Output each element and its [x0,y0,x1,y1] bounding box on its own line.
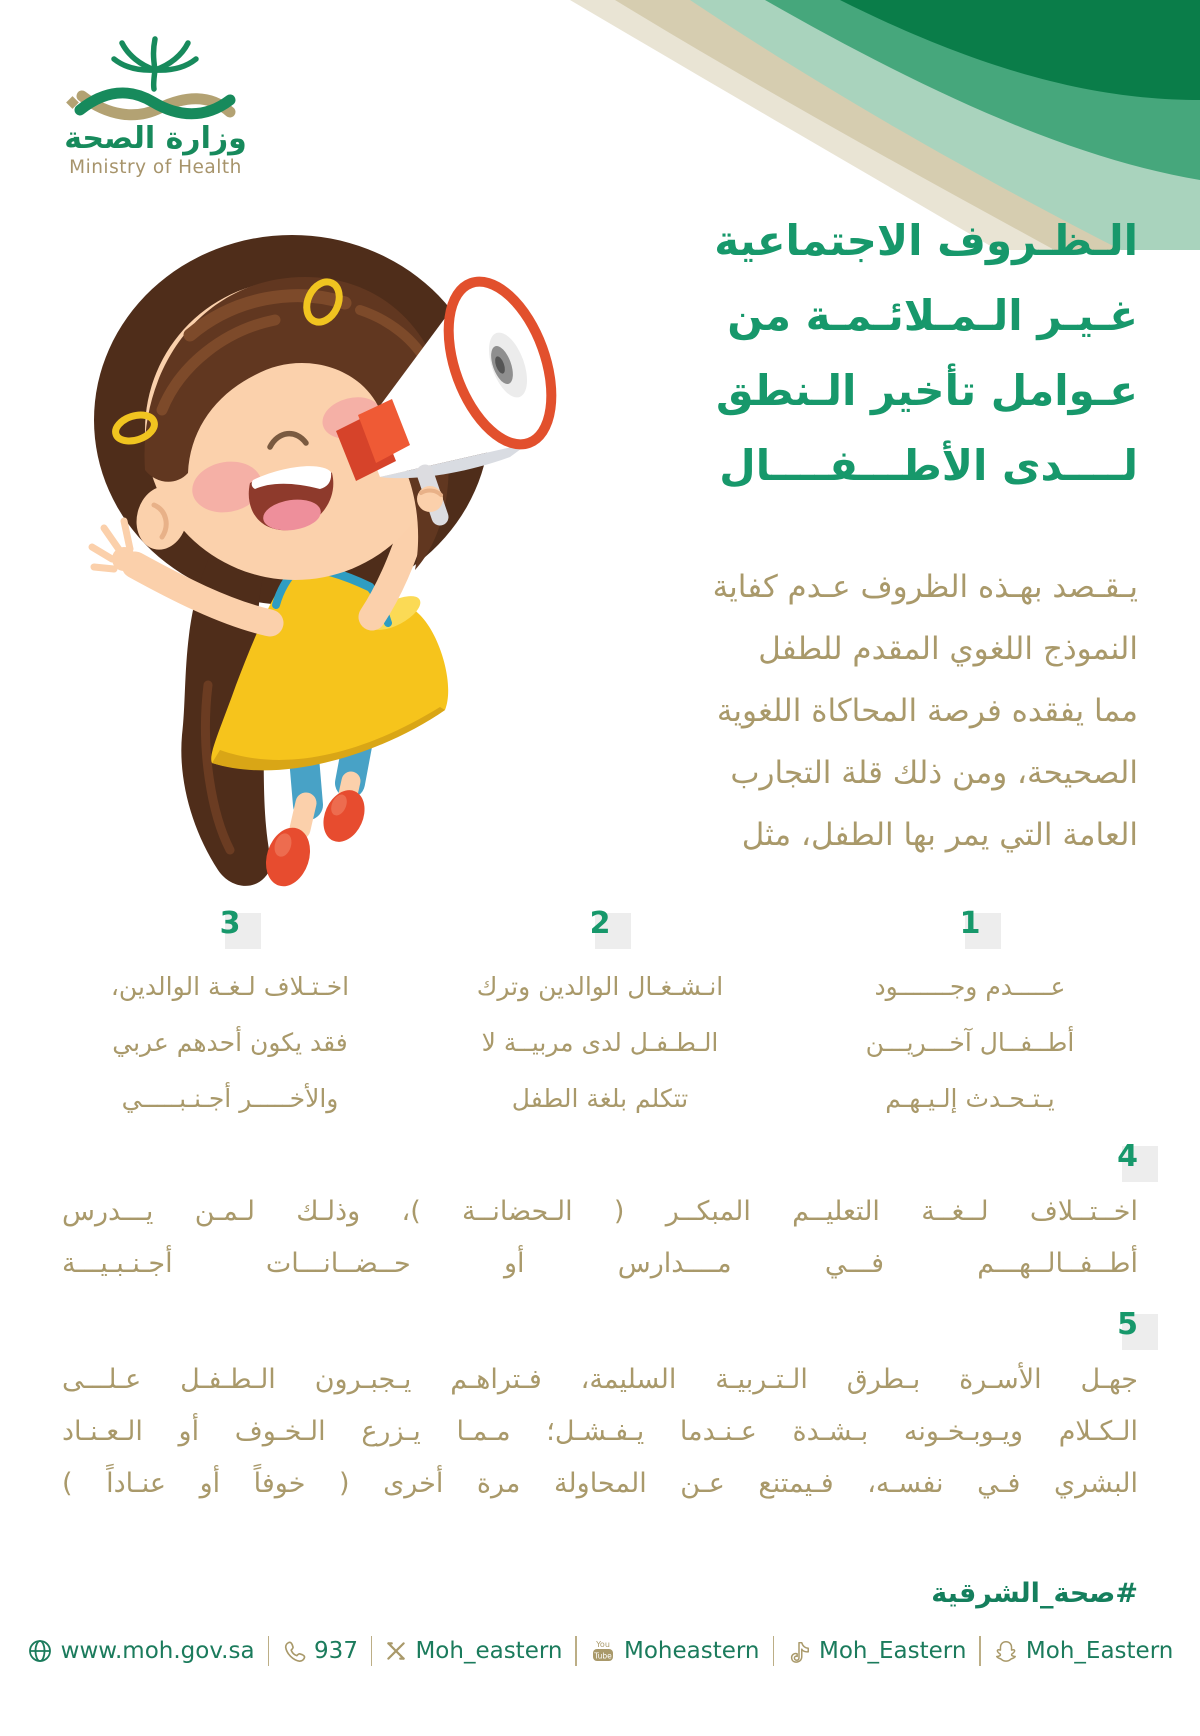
reason-text-line: البشري فـي نفسـه، فـيمتنع عـن المحاولة مرة أخرى ( خوفاً أو عنـاداً ) [62,1468,1138,1499]
title-line: الـظـروف الاجتماعية [714,216,1138,265]
reason-text-line: اخـتـلاف لـغـة الوالدين، [110,972,350,1001]
footer-x-label: Moh_eastern [415,1638,563,1664]
reason-item-5 [62,1306,1138,1510]
reason-text-line: يـتـحـدث إلـيـهـم [885,1084,1055,1113]
footer-phone [282,1638,358,1664]
reasons-columns [62,905,1138,1127]
globe-icon [27,1638,53,1664]
page-title [558,203,1138,503]
reason-text-line: الـطـفـل لدى مربيــة لا [481,1028,719,1057]
intro-paragraph [558,556,1138,866]
footer-x-account [385,1638,562,1664]
reason-column-3 [62,905,398,1127]
reason-column-1 [802,905,1138,1127]
reason-text-line: تتكلم بلغة الطفل [511,1084,689,1113]
footer-divider [979,1636,981,1666]
intro-line: النموذج اللغوي المقدم للطفل [758,631,1138,667]
youtube-icon [590,1638,616,1664]
footer-website [27,1638,255,1664]
reason-column-2 [432,905,768,1127]
intro-line: الصحيحة، ومن ذلك قلة التجارب [730,755,1138,791]
reason-text-line: والأخـــــر أجـنـبـــــي [121,1084,339,1113]
campaign-hashtag: #صحة_الشرقية [931,1578,1138,1609]
footer-snapchat-account [994,1638,1173,1664]
girl-with-megaphone-illustration [40,215,560,915]
tiktok-icon [787,1639,811,1663]
phone-icon [282,1639,306,1663]
reason-text-line: جهـل الأسـرة بـطرق الـتـربيـة السليمة، فـتراهـم يـجبـرون الـطـفـل عـلـــى [62,1364,1138,1395]
footer-divider [575,1636,577,1666]
footer-divider [371,1636,373,1666]
intro-line: العامة التي يمر بها الطفل، مثل [741,817,1138,853]
reason-number: 1 [959,906,981,941]
intro-line: مما يفقده فرصة المحاكاة اللغوية [716,693,1138,729]
title-line: عـوامل تأخير الـنطق [715,366,1138,415]
footer-divider [773,1636,775,1666]
reason-number: 2 [589,906,611,941]
reason-text-line: الـكـلام ويـوبـخـونه بـشـدة عـنـدما يـفـشـل؛ مـمـا يـزرع الـخـوف أو الـعـنـاد [62,1416,1138,1447]
svg-text:You: You [596,1640,610,1649]
ministry-of-health-logo [48,26,263,180]
reason-text-line: انـشـغـال الوالدين وترك [476,972,724,1001]
reason-number: 4 [1117,1139,1138,1174]
footer-youtube-label: Moheastern [623,1638,760,1664]
logo-arabic-name: وزارة الصحة [64,121,247,156]
moh-palm-ribbon-icon [48,26,263,122]
footer-tiktok-account [787,1638,966,1664]
footer-snapchat-label: Moh_Eastern [1025,1638,1174,1664]
reason-text-line: فقد يكون أحدهم عربي [112,1028,348,1057]
snapchat-icon [994,1639,1018,1663]
title-line: لــــدى الأطـــفــــال [719,441,1138,490]
contact-footer [0,1636,1200,1666]
reason-text-line: أطــفــالــهـــم فـــي مــــدارس أو حــضــانـــات أجـنـبـيـــة [62,1248,1138,1279]
reason-text-line: اخــتــلاف لــغــة التعليــم المبكــر ( الـحضانــة )، وذلـك لـمـن يـــدرس [62,1196,1138,1227]
footer-phone-label: 937 [314,1638,358,1664]
reason-text-line: أطــفــال آخـــريـــن [865,1028,1075,1057]
footer-divider [268,1636,270,1666]
intro-line: يـقـصد بهـذه الظروف عـدم كفاية [712,569,1138,605]
reason-item-4 [62,1138,1138,1290]
title-line: غـيـر الـمـلائـمـة من [727,291,1138,340]
footer-tiktok-label: Moh_Eastern [819,1638,967,1664]
x-icon [385,1640,407,1662]
logo-english-name: Ministry of Health [69,157,242,178]
footer-youtube-account [590,1638,760,1664]
reason-number: 3 [219,906,241,941]
svg-text:Tube: Tube [594,1651,612,1661]
reason-text-line: عـــــدم وجـــــــود [874,972,1066,1001]
reason-number: 5 [1117,1307,1138,1342]
footer-website-label: www.moh.gov.sa [60,1638,255,1664]
